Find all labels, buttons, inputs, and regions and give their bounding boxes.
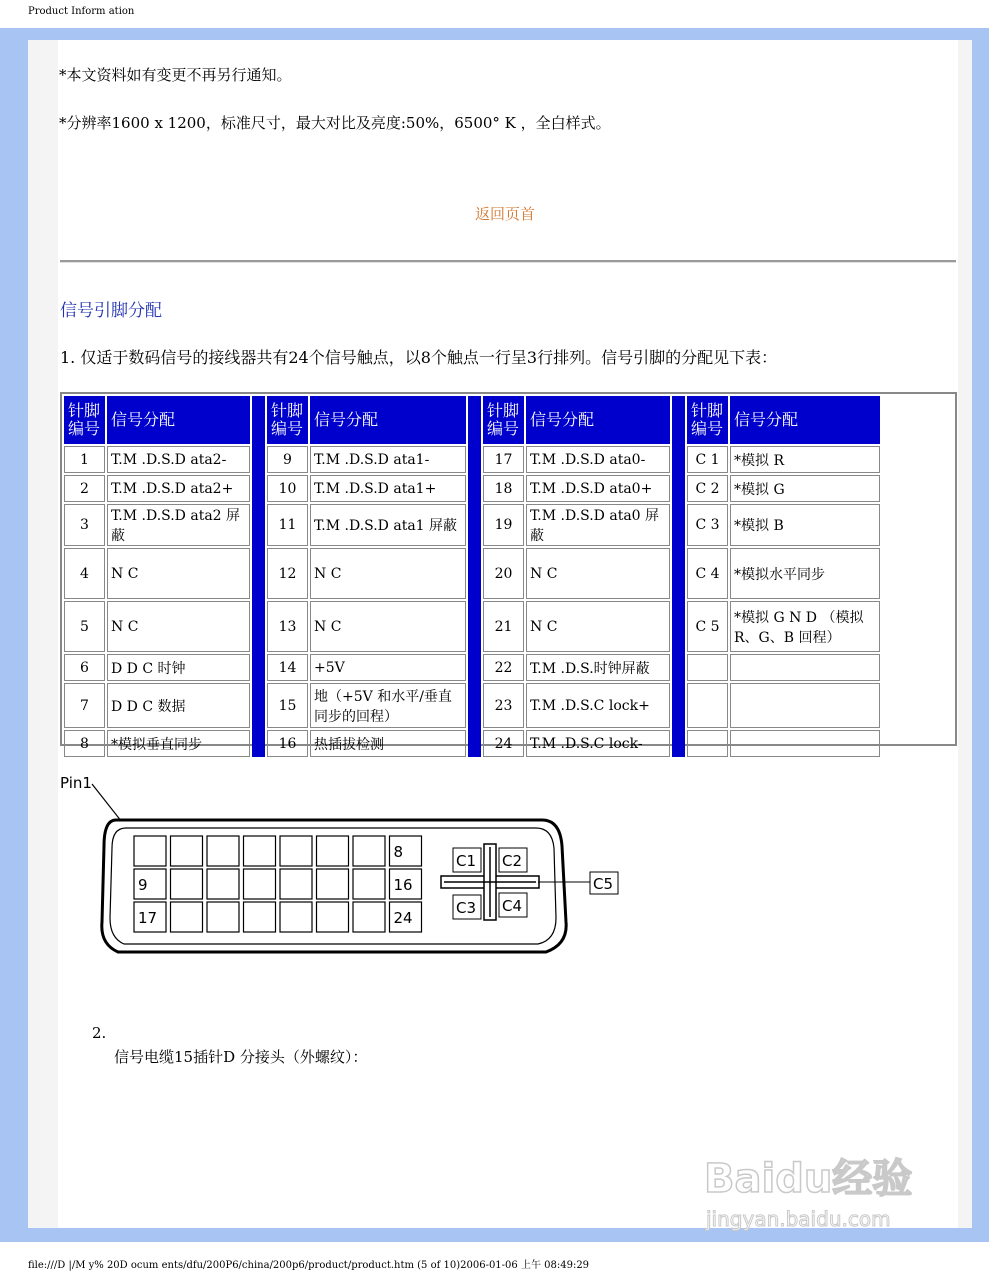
dvi-pin — [280, 869, 312, 899]
signal-cell: N C — [526, 548, 670, 599]
pin-number-cell: 4 — [64, 548, 105, 599]
dvi-pin — [317, 902, 349, 932]
signal-cell: T.M .D.S.D ata2- — [107, 446, 250, 473]
signal-cell: T.M .D.S.D ata2 屏蔽 — [107, 504, 250, 546]
pin-number-cell: 16 — [267, 730, 308, 757]
signal-cell: T.M .D.S.D ata2+ — [107, 475, 250, 502]
header-pin-cell: 针脚 编号 — [267, 396, 308, 444]
signal-cell: *模拟水平同步 — [730, 548, 880, 599]
signal-cell — [730, 654, 880, 681]
header-signal-cell: 信号分配 — [107, 396, 250, 444]
pin-number-cell: C 5 — [687, 601, 728, 652]
dvi-connector-diagram — [58, 768, 638, 972]
signal-cell: N C — [526, 601, 670, 652]
signal-cell: 热插拔检测 — [310, 730, 466, 757]
dvi-pin — [207, 869, 239, 899]
signal-cell — [730, 730, 880, 757]
signal-cell: N C — [310, 548, 466, 599]
pin-number-cell: C 2 — [687, 475, 728, 502]
pin-number-cell: 15 — [267, 683, 308, 728]
back-to-top-link[interactable]: 返回页首 — [475, 205, 536, 223]
dvi-pin — [171, 902, 203, 932]
dvi-pin — [353, 902, 385, 932]
pin-number-cell: 1 — [64, 446, 105, 473]
header-signal-cell: 信号分配 — [310, 396, 466, 444]
dvi-pin — [244, 836, 276, 866]
c3-label: C3 — [456, 899, 477, 917]
note-resolution: *分辨率1600 x 1200，标准尺寸，最大对比及亮度:50%，6500° K ，全白样式。 — [59, 114, 611, 132]
column-separator — [252, 396, 265, 757]
divider — [60, 260, 956, 263]
pin-assignment-table — [60, 392, 957, 753]
dvi-pin — [280, 902, 312, 932]
dvi-pin — [317, 869, 349, 899]
signal-cell: D D C 数据 — [107, 683, 250, 728]
pin-number-cell: 20 — [483, 548, 524, 599]
pin-number-cell: 21 — [483, 601, 524, 652]
c1-label: C1 — [456, 852, 477, 870]
item-2 — [92, 1024, 368, 1066]
header-pin-cell: 针脚 编号 — [64, 396, 105, 444]
signal-cell: *模拟 B — [730, 504, 880, 546]
dvi-pin — [244, 869, 276, 899]
pin1-label: Pin1 — [60, 774, 92, 792]
pin-number-cell: 5 — [64, 601, 105, 652]
pin-table — [62, 394, 882, 759]
signal-cell: *模拟 G — [730, 475, 880, 502]
pin-number-cell — [687, 654, 728, 681]
signal-cell: T.M .D.S.时钟屏蔽 — [526, 654, 670, 681]
note-disclaimer: *本文资料如有变更不再另行通知。 — [59, 66, 292, 84]
pin-number-cell: C 3 — [687, 504, 728, 546]
pin-number-cell: 11 — [267, 504, 308, 546]
pin-number-cell: 2 — [64, 475, 105, 502]
header-signal-cell: 信号分配 — [526, 396, 670, 444]
signal-cell: N C — [310, 601, 466, 652]
pin-number-cell: 23 — [483, 683, 524, 728]
pin-number-cell: C 4 — [687, 548, 728, 599]
pin-number-label: 16 — [393, 876, 413, 894]
signal-cell: T.M .D.S.D ata1 屏蔽 — [310, 504, 466, 546]
header-pin-cell: 针脚 编号 — [687, 396, 728, 444]
item-2-text: 信号电缆15插针D 分接头（外螺纹）： — [114, 1048, 368, 1066]
signal-cell: T.M .D.S.D ata1- — [310, 446, 466, 473]
pin-number-cell: 8 — [64, 730, 105, 757]
pin-number-cell: 24 — [483, 730, 524, 757]
pin-number-cell — [687, 683, 728, 728]
signal-cell — [730, 683, 880, 728]
dvi-pin — [134, 836, 166, 866]
dvi-pin — [317, 836, 349, 866]
table-header-row — [64, 396, 880, 444]
signal-cell: *模拟垂直同步 — [107, 730, 250, 757]
pin-number-cell: 3 — [64, 504, 105, 546]
dvi-pin — [353, 836, 385, 866]
pin-number-label: 17 — [138, 909, 158, 927]
item-1-text: 1. 仅适于数码信号的接线器共有24个信号触点，以8个触点一行呈3行排列。信号引脚的分配见下表： — [60, 348, 778, 367]
pin-number-label: 9 — [138, 876, 148, 894]
header-signal-cell: 信号分配 — [730, 396, 880, 444]
pin-number-cell: 10 — [267, 475, 308, 502]
column-separator — [468, 396, 481, 757]
pin-number-cell: 9 — [267, 446, 308, 473]
pin-number-cell: 12 — [267, 548, 308, 599]
signal-cell: D D C 时钟 — [107, 654, 250, 681]
signal-cell: 地（+5V 和水平/垂直同步的回程） — [310, 683, 466, 728]
signal-cell: T.M .D.S.C lock+ — [526, 683, 670, 728]
pin-number-cell: 22 — [483, 654, 524, 681]
pin-number-cell: 14 — [267, 654, 308, 681]
dvi-pin — [171, 836, 203, 866]
item-2-number: 2. — [92, 1024, 107, 1042]
signal-cell: *模拟 G N D （模拟 R、G、B 回程） — [730, 601, 880, 652]
pin-number-cell: C 1 — [687, 446, 728, 473]
pin-number-label: 8 — [393, 843, 404, 861]
pin-number-cell — [687, 730, 728, 757]
section-title: 信号引脚分配 — [60, 301, 162, 321]
dvi-pin — [280, 836, 312, 866]
watermark-brand: Baidu经验 — [704, 1156, 913, 1202]
pin-number-cell: 19 — [483, 504, 524, 546]
c4-label: C4 — [502, 897, 523, 915]
signal-cell: T.M .D.S.D ata0+ — [526, 475, 670, 502]
signal-cell: T.M .D.S.D ata1+ — [310, 475, 466, 502]
signal-cell: T.M .D.S.C lock- — [526, 730, 670, 757]
pin-number-cell: 18 — [483, 475, 524, 502]
signal-cell: N C — [107, 601, 250, 652]
pin-number-cell: 13 — [267, 601, 308, 652]
signal-cell: T.M .D.S.D ata0 屏蔽 — [526, 504, 670, 546]
dvi-pin — [244, 902, 276, 932]
dvi-pin — [171, 869, 203, 899]
c2-label: C2 — [502, 852, 523, 870]
baidu-watermark — [700, 1148, 950, 1238]
pin-number-label: 24 — [393, 909, 413, 927]
signal-cell: +5V — [310, 654, 466, 681]
dvi-pin — [207, 836, 239, 866]
page-footer: file:///D |/M y% 20D ocum ents/dfu/200P6/china/200p6/product/product.htm (5 of 10)2006-01-06 上午 08:49:29 — [28, 1260, 590, 1271]
c5-label: C5 — [593, 875, 614, 893]
pin-number-cell: 7 — [64, 683, 105, 728]
dvi-pin — [207, 902, 239, 932]
signal-cell: *模拟 R — [730, 446, 880, 473]
pin-number-cell: 17 — [483, 446, 524, 473]
signal-cell: T.M .D.S.D ata0- — [526, 446, 670, 473]
header-pin-cell: 针脚 编号 — [483, 396, 524, 444]
page-header: Product Inform ation — [28, 6, 135, 17]
pin-number-cell: 6 — [64, 654, 105, 681]
column-separator — [672, 396, 685, 757]
watermark-url: jingyan.baidu.com — [706, 1207, 891, 1231]
signal-cell: N C — [107, 548, 250, 599]
dvi-pin — [353, 869, 385, 899]
